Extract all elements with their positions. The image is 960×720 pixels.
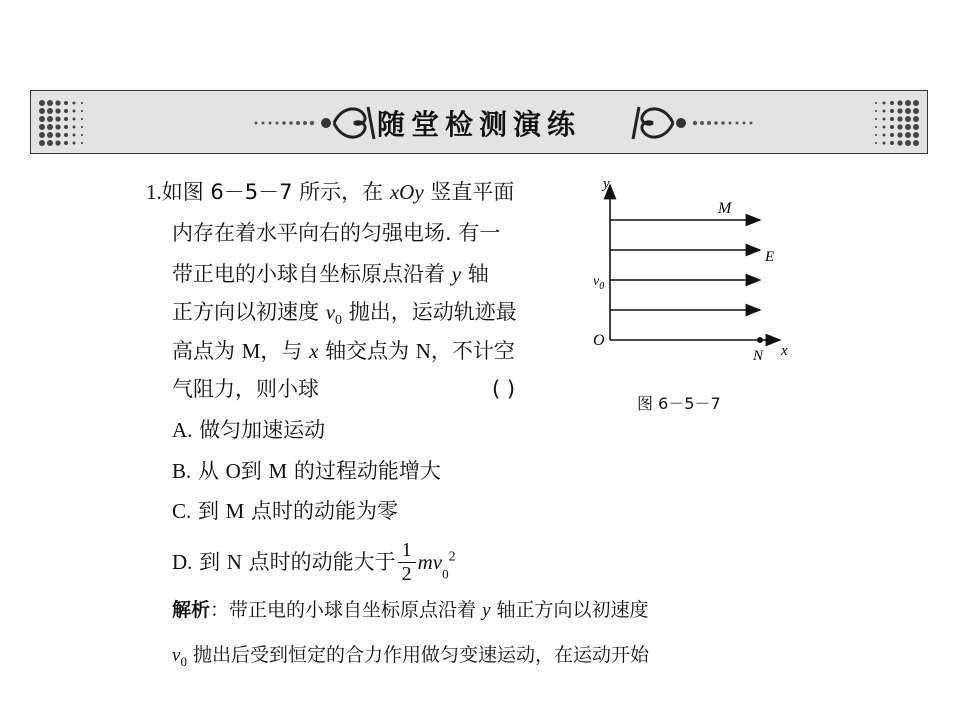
- label-x: x: [781, 343, 788, 359]
- field-diagram: [585, 175, 795, 370]
- fraction-one-half: $\frac{1}{2}$: [398, 540, 416, 585]
- banner-title: 随堂检测演练: [376, 108, 581, 141]
- analysis-line-1: 解析：带正电的小球自坐标原点沿着 y 轴正方向以初速度: [172, 599, 649, 621]
- analysis-line-2: $v_0$ 抛出后受到恒定的合力作用做匀变速运动，在运动开始: [172, 644, 649, 669]
- figure-caption: 图 6－5－7: [637, 394, 721, 413]
- section-banner: [30, 90, 928, 154]
- right-ornament-icon: [621, 101, 761, 145]
- answer-paren: ( ): [492, 377, 516, 401]
- question-line-2: 内存在着水平向右的匀强电场. 有一: [172, 221, 501, 245]
- label-n: N: [753, 348, 764, 364]
- question-line-1: 1.如图 6－5－7 所示，在 xOy 竖直平面: [146, 180, 515, 204]
- question-line-4: 正方向以初速度 $v_0$ 抛出，运动轨迹最: [172, 300, 517, 329]
- point-n: [757, 337, 763, 343]
- option-b: B. 从 O到 M 的过程动能增大: [172, 459, 441, 483]
- label-y: y: [603, 176, 610, 192]
- option-c: C. 到 M 点时的动能为零: [172, 499, 398, 523]
- question-line-3: 带正电的小球自坐标原点沿着 y 轴: [172, 262, 489, 286]
- question-line-6: 气阻力，则小球: [172, 377, 319, 401]
- question-line-5: 高点为 M，与 x 轴交点为 N，不计空: [172, 339, 515, 363]
- option-a: A. 做匀加速运动: [172, 418, 326, 442]
- option-d: D. 到 N 点时的动能大于 $\frac{1}{2}$ $mv_0^2$: [172, 539, 456, 585]
- label-e: E: [765, 249, 775, 265]
- analysis-label: 解析: [172, 599, 211, 621]
- label-v0: $v_0$: [593, 274, 605, 292]
- variable-xOy: xOy: [389, 180, 424, 204]
- label-m: M: [718, 200, 732, 217]
- label-origin: O: [593, 332, 605, 349]
- question-number: 1.: [146, 180, 162, 204]
